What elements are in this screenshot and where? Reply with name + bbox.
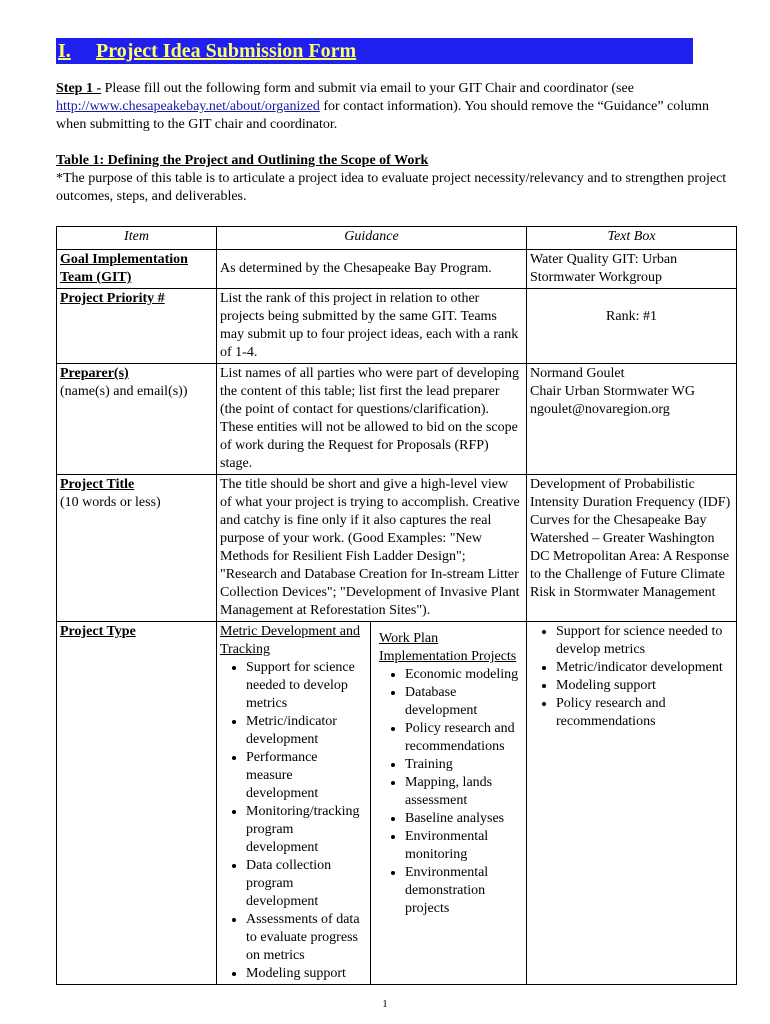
list-item: • Monitoring/tracking program development: [246, 803, 367, 857]
metric-development-column: [217, 622, 371, 984]
form-title: Project Idea Submission Form: [96, 40, 357, 62]
table-header-row: [57, 227, 737, 250]
selected-type-item: • Support for science needed to develop metrics: [556, 623, 733, 659]
work-plan-column: [371, 622, 526, 984]
list-item: • Data collection program development: [246, 857, 367, 911]
guidance-git: As determined by the Chesapeake Bay Program.: [220, 261, 492, 276]
text-preparers[interactable]: [527, 364, 737, 475]
selected-project-types[interactable]: [530, 623, 733, 731]
table1-title: Table 1: Defining the Project and Outlining the Scope of Work: [56, 153, 429, 168]
table-row-preparers: [57, 364, 737, 475]
selected-type-item: • Metric/indicator development: [556, 659, 733, 677]
section-number: I.: [58, 40, 71, 62]
step1-instructions: [56, 80, 736, 134]
text-priority[interactable]: Rank: #1: [606, 309, 657, 324]
list-item: • Assessments of data to evaluate progress on metrics: [246, 911, 367, 965]
project-definition-table: [56, 226, 737, 985]
list-item: • Database development: [405, 684, 526, 720]
section-title-bar: [56, 38, 693, 64]
work-plan-list: [379, 666, 526, 918]
step1-text-after: for contact information). You should remove the “Guidance” column when submitting to the GIT chair and coordinator.: [56, 99, 710, 132]
list-item: • Modeling support: [246, 965, 367, 983]
table-row-project-type: [57, 622, 737, 985]
item-preparers: Preparer(s): [60, 366, 129, 381]
organized-link[interactable]: http://www.chesapeakebay.net/about/organized: [56, 99, 320, 114]
preparer-email: ngoulet@novaregion.org: [530, 402, 670, 417]
item-preparers-sub: (name(s) and email(s)): [60, 384, 188, 399]
guidance-priority: List the rank of this project in relation to other projects being submitted by the same GIT. Teams may submit up to four project ideas, each with a rank of 1-4.: [220, 291, 519, 360]
list-item: • Mapping, lands assessment: [405, 774, 526, 810]
metric-development-list: [220, 659, 367, 983]
step1-text-before: Please fill out the following form and submit via email to your GIT Chair and coordinator (see: [101, 81, 634, 96]
text-git[interactable]: Water Quality GIT: Urban Stormwater Workgroup: [530, 252, 678, 285]
table-row-title: [57, 475, 737, 622]
list-item: • Metric/indicator development: [246, 713, 367, 749]
selected-type-item: • Policy research and recommendations: [556, 695, 733, 731]
item-project-type: Project Type: [60, 624, 136, 639]
list-item: • Environmental demonstration projects: [405, 864, 526, 918]
table-row-git: [57, 250, 737, 289]
list-item: • Performance measure development: [246, 749, 367, 803]
list-item: • Training: [405, 756, 526, 774]
item-project-title: Project Title: [60, 477, 135, 492]
metric-development-title: Metric Development and Tracking: [220, 624, 360, 657]
table-row-priority: [57, 289, 737, 364]
header-item: Item: [57, 227, 217, 250]
table1-note: *The purpose of this table is to articulate a project idea to evaluate project necessity/relevancy and to strengthen project outcomes, steps, and deliverables.: [56, 171, 727, 204]
list-item: • Environmental monitoring: [405, 828, 526, 864]
list-item: • Economic modeling: [405, 666, 526, 684]
project-type-options: [217, 622, 526, 984]
work-plan-title: Work Plan Implementation Projects: [379, 631, 517, 664]
preparer-name: Normand Goulet: [530, 366, 625, 381]
list-item: • Support for science needed to develop metrics: [246, 659, 367, 713]
item-project-title-sub: (10 words or less): [60, 495, 161, 510]
item-git: Goal Implementation Team (GIT): [60, 252, 188, 285]
text-project-title[interactable]: Development of Probabilistic Intensity Duration Frequency (IDF) Curves for the Chesapeake Bay Watershed – Greater Washington DC Metropolitan Area: A Response to the Challenge of Future Climate Risk in Stormwater Management: [530, 477, 731, 600]
list-item: • Baseline analyses: [405, 810, 526, 828]
header-text-box: Text Box: [527, 227, 737, 250]
item-priority: Project Priority #: [60, 291, 165, 306]
preparer-role: Chair Urban Stormwater WG: [530, 384, 695, 399]
guidance-preparers: List names of all parties who were part of developing the content of this table; list first the lead preparer (the point of contact for questions/clarification). These entities will not be allowed to bid on the scope of work during the Request for Proposals (RFP) stage.: [220, 366, 519, 471]
header-guidance: Guidance: [217, 227, 527, 250]
guidance-project-title: The title should be short and give a high-level view of what your project is trying to accomplish. Creative and catchy is fine only if it also captures the real purpose of your work. (Good Examples: "New Methods for Resilient Fish Ladder Design"; "Research and Database Creation for In-stream Litter Collection Devices"; "Development of Invasive Plant Management at Reforestation Sites").: [220, 477, 520, 618]
list-item: • Policy research and recommendations: [405, 720, 526, 756]
step1-label: Step 1 -: [56, 81, 102, 96]
selected-type-item: • Modeling support: [556, 677, 733, 695]
page-number: 1: [382, 998, 388, 1010]
